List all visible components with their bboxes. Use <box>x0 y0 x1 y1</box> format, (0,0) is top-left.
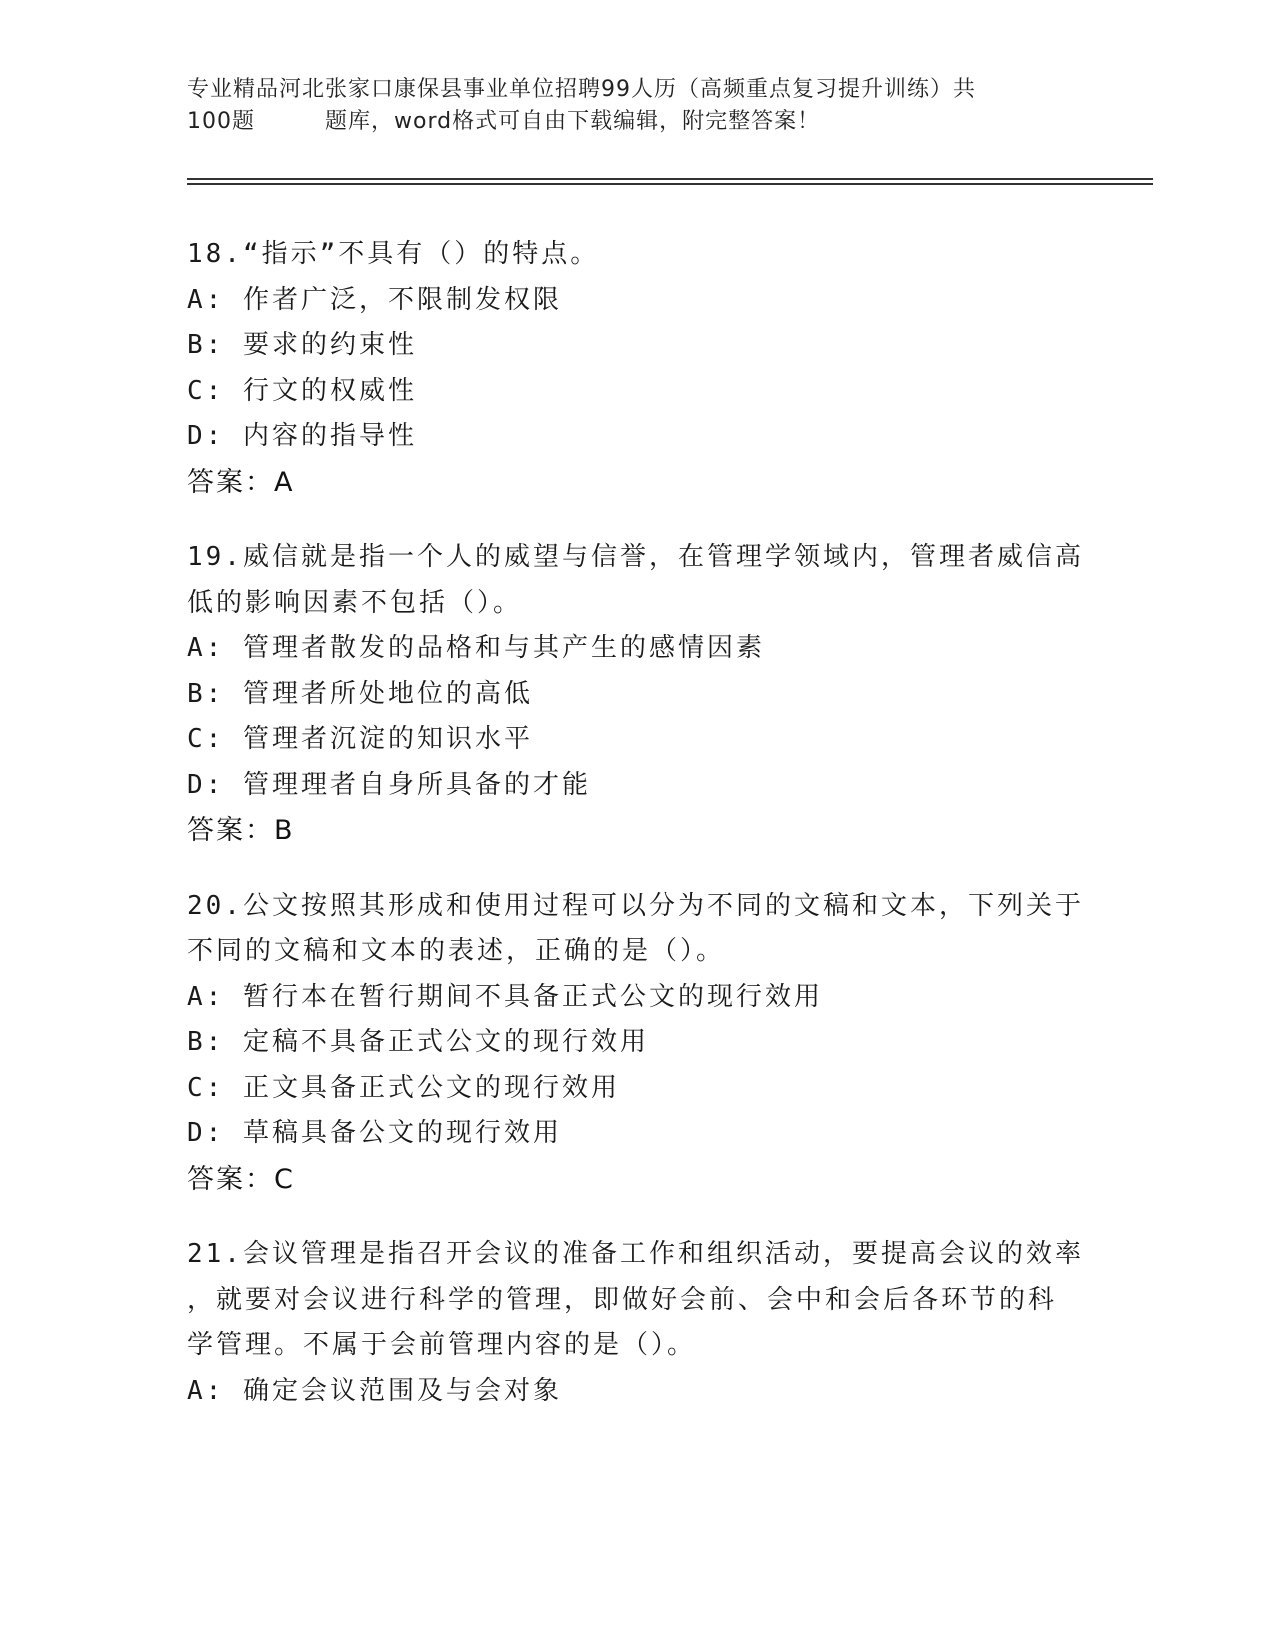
question-stem: 19.威信就是指一个人的威望与信誉，在管理学领域内，管理者威信高 <box>187 542 1084 572</box>
option-d: D: 内容的指导性 <box>187 421 417 451</box>
option-d: D: 管理理者自身所具备的才能 <box>187 769 591 800</box>
question-stem-continued: 低的影响因素不包括（）。 <box>187 587 523 618</box>
question-stem-continued: ，就要对会议进行科学的管理，即做好会前、会中和会后各环节的科 <box>187 1284 1058 1315</box>
question-stem: 18.“指示”不具有（）的特点。 <box>187 239 600 269</box>
header-divider-top <box>187 178 1153 180</box>
option-c: C: 正文具备正式公文的现行效用 <box>187 1072 620 1103</box>
answer: 答案：B <box>187 815 295 846</box>
question-stem: 20.公文按照其形成和使用过程可以分为不同的文稿和文本，下列关于 <box>187 890 1084 921</box>
option-a: A: 确定会议范围及与会对象 <box>187 1375 562 1406</box>
question-stem-continued: 学管理。不属于会前管理内容的是（）。 <box>187 1330 697 1360</box>
option-d: D: 草稿具备公文的现行效用 <box>187 1118 562 1148</box>
header-count: 100题 <box>187 109 255 134</box>
question-20 <box>187 884 1087 1203</box>
option-b: B: 管理者所处地位的高低 <box>187 678 533 709</box>
question-19 <box>187 535 1087 854</box>
header-title-line-2 <box>187 106 1067 138</box>
question-stem-continued: 不同的文稿和文本的表述，正确的是（）。 <box>187 936 726 966</box>
answer: 答案：A <box>187 466 295 498</box>
option-c: C: 行文的权威性 <box>187 375 417 406</box>
option-a: A: 管理者散发的品格和与其产生的感情因素 <box>187 633 765 663</box>
option-a: A: 暂行本在暂行期间不具备正式公文的现行效用 <box>187 981 823 1012</box>
header-divider-bottom <box>187 183 1153 185</box>
option-b: B: 定稿不具备正式公文的现行效用 <box>187 1027 649 1057</box>
option-b: B: 要求的约束性 <box>187 330 417 360</box>
option-c: C: 管理者沉淀的知识水平 <box>187 724 533 754</box>
question-list <box>187 232 1087 1444</box>
question-stem: 21.会议管理是指召开会议的准备工作和组织活动，要提高会议的效率 <box>187 1239 1084 1269</box>
header-title-line-1: 专业精品河北张家口康保县事业单位招聘99人历（高频重点复习提升训练）共 <box>187 77 976 102</box>
header-description: 题库，word格式可自由下载编辑，附完整答案！ <box>325 109 821 134</box>
document-header <box>187 74 1067 138</box>
answer: 答案：C <box>187 1163 295 1195</box>
question-18 <box>187 232 1087 505</box>
question-21 <box>187 1232 1087 1414</box>
option-a: A: 作者广泛，不限制发权限 <box>187 284 562 315</box>
